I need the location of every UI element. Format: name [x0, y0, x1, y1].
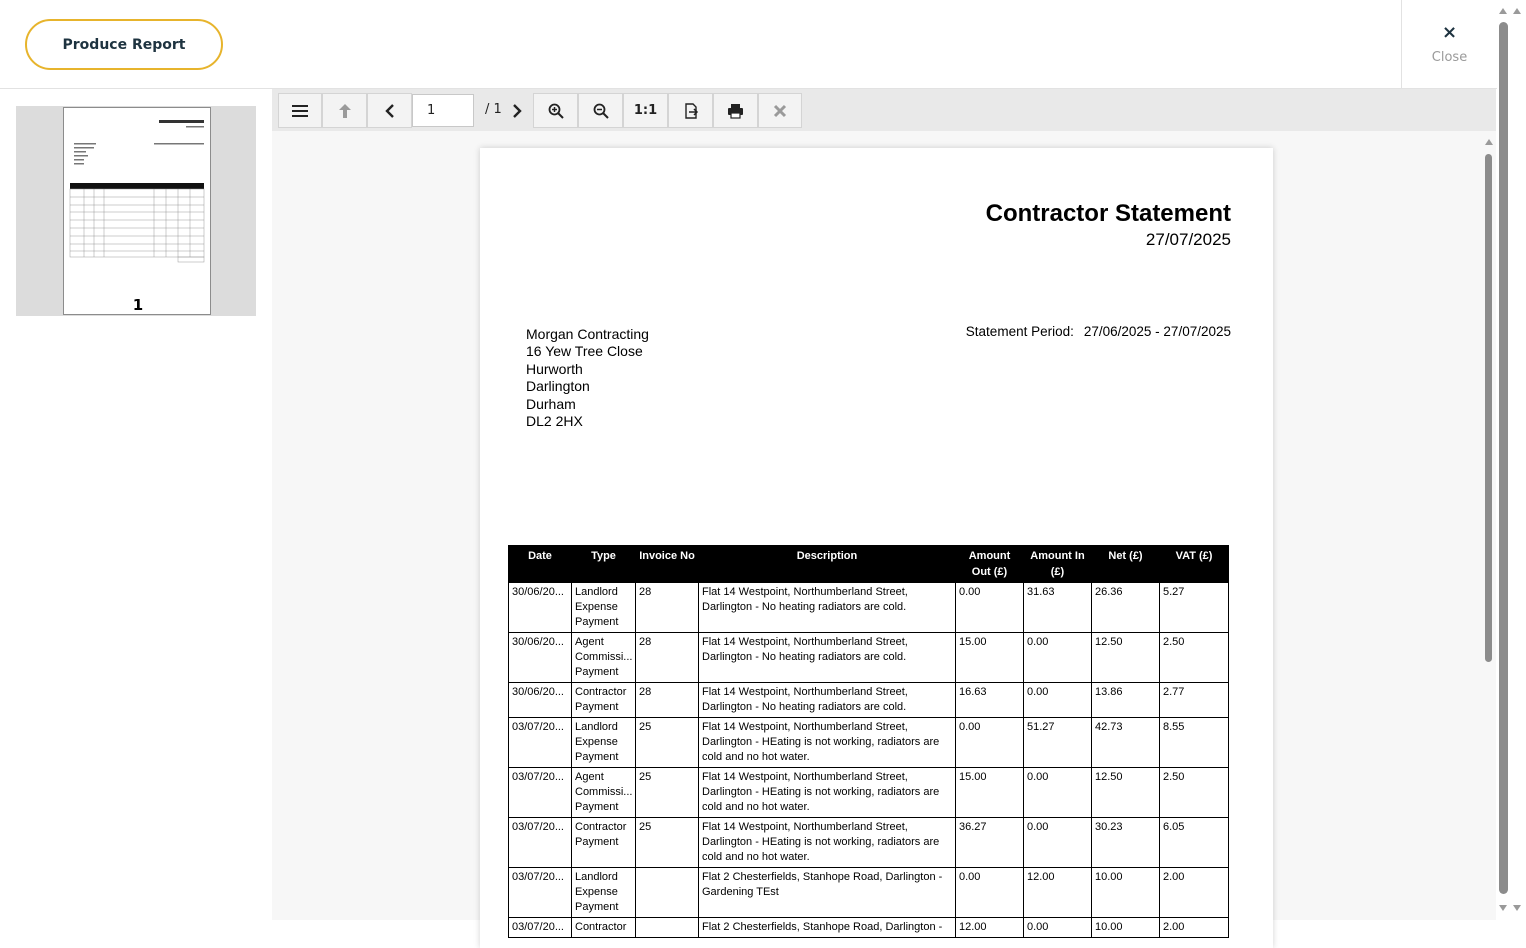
arrow-up-icon: [338, 103, 352, 119]
table-cell: 2.50: [1160, 768, 1229, 818]
address-line: Darlington: [526, 378, 590, 395]
table-cell: 12.00: [956, 918, 1024, 938]
table-cell: 30/06/20...: [509, 583, 572, 633]
table-cell: Flat 14 Westpoint, Northumberland Street, Darlington - No heating radiators are cold.: [699, 633, 956, 683]
table-row: [509, 768, 1229, 818]
table-cell: 10.00: [1092, 918, 1160, 938]
thumbnail-preview-graphic: [64, 108, 212, 294]
column-header: Amount In (£): [1024, 546, 1092, 583]
table-cell: 8.55: [1160, 718, 1229, 768]
table-cell: Landlord Expense Payment: [572, 718, 636, 768]
table-cell: Flat 2 Chesterfields, Stanhope Road, Darlington -: [699, 918, 956, 938]
table-cell: Contractor Payment: [572, 818, 636, 868]
table-cell: Contractor: [572, 918, 636, 938]
table-row: [509, 718, 1229, 768]
next-page-button[interactable]: [502, 93, 532, 128]
previous-page-icon: [385, 103, 395, 119]
page-scroll-down-secondary-icon[interactable]: [1513, 905, 1521, 911]
zoom-in-icon: [548, 103, 564, 119]
column-header: Invoice No: [636, 546, 699, 583]
table-cell: 03/07/20...: [509, 718, 572, 768]
table-cell: 0.00: [956, 718, 1024, 768]
table-row: [509, 583, 1229, 633]
table-cell: 28: [636, 683, 699, 718]
address-line: 16 Yew Tree Close: [526, 343, 643, 360]
menu-button[interactable]: [278, 93, 322, 128]
table-cell: 30.23: [1092, 818, 1160, 868]
page-thumbnail[interactable]: [63, 107, 211, 315]
table-cell: 12.00: [1024, 868, 1092, 918]
page-scrollbar[interactable]: [1498, 0, 1526, 920]
table-header-row: [509, 546, 1229, 583]
table-cell: 0.00: [1024, 818, 1092, 868]
table-cell: 28: [636, 633, 699, 683]
close-button[interactable]: [1401, 0, 1497, 89]
table-row: [509, 633, 1229, 683]
document-area: [272, 131, 1496, 933]
table-cell: 13.86: [1092, 683, 1160, 718]
table-row: [509, 868, 1229, 918]
table-cell: Flat 14 Westpoint, Northumberland Street, Darlington - HEating is not working, radiators are cold and no hot water.: [699, 718, 956, 768]
table-cell: 15.00: [956, 633, 1024, 683]
print-icon: [727, 103, 744, 119]
table-row: [509, 683, 1229, 718]
table-cell: Flat 14 Westpoint, Northumberland Street, Darlington - No heating radiators are cold.: [699, 583, 956, 633]
table-cell: 0.00: [1024, 918, 1092, 938]
viewer-scrollbar[interactable]: [1484, 136, 1493, 920]
scroll-up-icon[interactable]: [1485, 139, 1493, 145]
viewer-toolbar: [272, 89, 1496, 131]
statement-title: Contractor Statement: [985, 200, 1231, 227]
produce-report-button[interactable]: Produce Report: [25, 19, 223, 70]
zoom-out-icon: [593, 103, 609, 119]
table-cell: [636, 918, 699, 938]
zoom-in-button[interactable]: [533, 93, 578, 128]
table-cell: 0.00: [956, 583, 1024, 633]
table-cell: 03/07/20...: [509, 818, 572, 868]
table-cell: 0.00: [1024, 683, 1092, 718]
table-cell: Agent Commissi... Payment: [572, 633, 636, 683]
table-cell: 5.27: [1160, 583, 1229, 633]
column-header: Type: [572, 546, 636, 583]
table-cell: 25: [636, 818, 699, 868]
previous-page-button[interactable]: [367, 93, 412, 128]
table-cell: 26.36: [1092, 583, 1160, 633]
column-header: Description: [699, 546, 956, 583]
address-line: Hurworth: [526, 360, 583, 377]
viewer-scrollbar-thumb[interactable]: [1485, 154, 1492, 662]
close-x-icon: [773, 104, 787, 118]
period-value: 27/06/2025 - 27/07/2025: [1083, 324, 1231, 339]
statement-table: [508, 545, 1229, 938]
table-cell: 25: [636, 768, 699, 818]
table-cell: 15.00: [956, 768, 1024, 818]
page-scroll-up-secondary-icon[interactable]: [1513, 8, 1521, 14]
table-cell: 30/06/20...: [509, 683, 572, 718]
document-page: [480, 148, 1273, 948]
actual-size-button[interactable]: 1:1: [623, 93, 668, 128]
export-button[interactable]: [668, 93, 713, 128]
page-scrollbar-thumb[interactable]: [1499, 22, 1508, 894]
period-label: Statement Period:: [965, 324, 1074, 339]
address-line: Durham: [526, 395, 576, 412]
table-cell: 03/07/20...: [509, 868, 572, 918]
page-number-input[interactable]: [412, 94, 474, 127]
address-line: DL2 2HX: [526, 413, 583, 430]
thumbnail-page-number: 1: [132, 296, 144, 314]
table-cell: 12.50: [1092, 633, 1160, 683]
column-header: Date: [509, 546, 572, 583]
table-cell: 2.00: [1160, 868, 1229, 918]
zoom-out-button[interactable]: [578, 93, 623, 128]
contractor-address: [526, 326, 649, 430]
table-cell: 6.05: [1160, 818, 1229, 868]
table-cell: 25: [636, 718, 699, 768]
menu-icon: [292, 104, 308, 118]
table-cell: 16.63: [956, 683, 1024, 718]
table-cell: Contractor Payment: [572, 683, 636, 718]
pdf-viewer: [272, 89, 1496, 933]
table-cell: 51.27: [1024, 718, 1092, 768]
table-cell: 36.27: [956, 818, 1024, 868]
table-cell: 28: [636, 583, 699, 633]
table-cell: Flat 14 Westpoint, Northumberland Street, Darlington - HEating is not working, radiators are cold and no hot water.: [699, 768, 956, 818]
column-header: Net (£): [1092, 546, 1160, 583]
table-cell: Landlord Expense Payment: [572, 583, 636, 633]
table-cell: Flat 2 Chesterfields, Stanhope Road, Darlington - Gardening TEst: [699, 868, 956, 918]
page-total-label: / 1: [485, 102, 502, 117]
thumbnail-panel: [16, 106, 256, 316]
close-document-button[interactable]: [758, 93, 802, 128]
table-cell: Flat 14 Westpoint, Northumberland Street, Darlington - HEating is not working, radiators are cold and no hot water.: [699, 818, 956, 868]
column-header: VAT (£): [1160, 546, 1229, 583]
table-cell: 31.63: [1024, 583, 1092, 633]
table-cell: 2.00: [1160, 918, 1229, 938]
next-page-icon: [512, 103, 522, 119]
table-cell: 2.50: [1160, 633, 1229, 683]
table-cell: Flat 14 Westpoint, Northumberland Street, Darlington - No heating radiators are cold.: [699, 683, 956, 718]
statement-date: 27/07/2025: [1145, 230, 1231, 249]
print-button[interactable]: [713, 93, 758, 128]
table-cell: 30/06/20...: [509, 633, 572, 683]
address-line: Morgan Contracting: [526, 326, 649, 342]
table-cell: 42.73: [1092, 718, 1160, 768]
close-label: Close: [1431, 50, 1468, 65]
column-header: Amount Out (£): [956, 546, 1024, 583]
page-scroll-up-icon[interactable]: [1499, 8, 1507, 14]
table-cell: 0.00: [1024, 633, 1092, 683]
first-page-button[interactable]: [322, 93, 367, 128]
statement-period: [966, 324, 1231, 339]
table-row: [509, 818, 1229, 868]
table-cell: 10.00: [1092, 868, 1160, 918]
table-cell: 0.00: [956, 868, 1024, 918]
close-icon: ×: [1441, 22, 1458, 43]
table-cell: Agent Commissi... Payment: [572, 768, 636, 818]
table-cell: 03/07/20...: [509, 918, 572, 938]
table-cell: Landlord Expense Payment: [572, 868, 636, 918]
table-row: [509, 918, 1229, 938]
table-cell: 2.77: [1160, 683, 1229, 718]
table-cell: 0.00: [1024, 768, 1092, 818]
page-scroll-down-icon[interactable]: [1499, 905, 1507, 911]
table-cell: [636, 868, 699, 918]
table-cell: 03/07/20...: [509, 768, 572, 818]
header-bar: [0, 0, 1497, 89]
export-icon: [683, 103, 699, 119]
table-cell: 12.50: [1092, 768, 1160, 818]
